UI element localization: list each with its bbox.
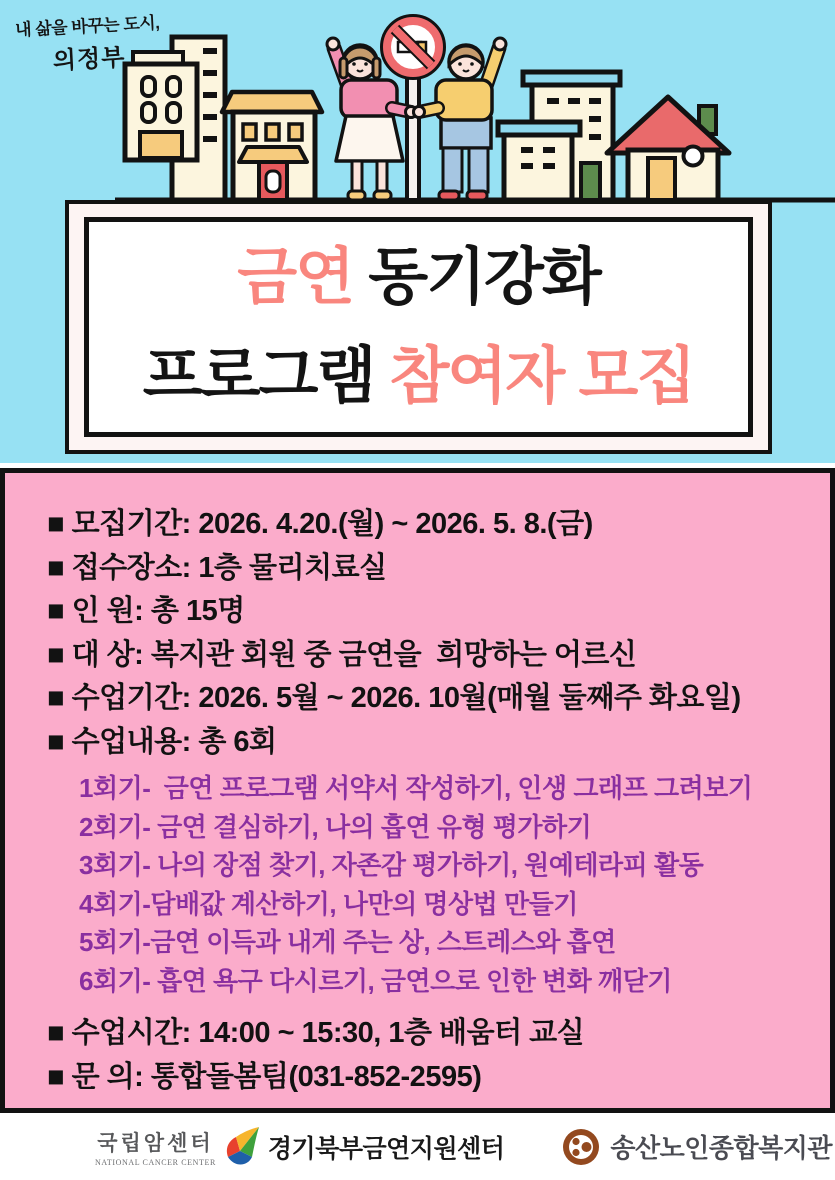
house-red-roof <box>607 97 729 200</box>
info-recruit-period: ■ 모집기간: 2026. 4.20.(월) ~ 2026. 5. 8.(금) <box>47 508 593 540</box>
info-contact: ■ 문 의: 통합돌봄팀(031-852-2595) <box>47 1061 482 1093</box>
session-4: 4회기-담배값 계산하기, 나만의 명상법 만들기 <box>79 888 578 919</box>
ncc-logo-group <box>95 1125 504 1169</box>
city-slogan: 내 삶을 바꾸는 도시, <box>14 13 160 40</box>
city-name: 의정부 <box>52 44 127 75</box>
smoking-cessation-center-name: 경기북부금연지원센터 <box>267 1134 505 1163</box>
hero-section <box>0 0 835 463</box>
info-panel <box>0 468 835 1113</box>
session-3: 3회기- 나의 장점 찾기, 자존감 평가하기, 원예테라피 활동 <box>79 850 704 880</box>
ncc-korean-name: 국립암센터 <box>97 1131 214 1155</box>
songsan-logo-group <box>562 1128 832 1166</box>
info-list-top <box>47 503 741 764</box>
session-6: 6회기- 흡연 욕구 다시르기, 금연으로 인한 변화 깨닫기 <box>79 965 672 996</box>
session-5: 5회기-금연 이득과 내게 주는 상, 스트레스와 흡연 <box>79 927 616 957</box>
info-capacity: ■ 인 원: 총 15명 <box>47 595 245 627</box>
house-red-door <box>222 92 322 200</box>
info-class-time: ■ 수업시간: 14:00 ~ 15:30, 1층 배움터 교실 <box>47 1017 585 1049</box>
title-box-inner <box>84 217 753 437</box>
uijeongbu-city-logo <box>14 8 161 77</box>
ncc-leaf-icon <box>222 1125 262 1169</box>
info-class-period: ■ 수업기간: 2026. 5월 ~ 2026. 10월(매월 둘째주 화요일) <box>47 682 741 714</box>
title-accent-1: 금연 <box>237 242 353 312</box>
welfare-center-name: 송산노인종합복지관 <box>610 1133 832 1163</box>
info-list-bottom <box>47 1011 584 1099</box>
session-list <box>79 769 752 1000</box>
title-box <box>65 200 772 454</box>
footer <box>0 1113 835 1180</box>
poster-title-line2 <box>143 327 694 426</box>
ncc-logo-text <box>95 1127 216 1167</box>
info-target: ■ 대 상: 복지관 회원 중 금연을 희망하는 어르신 <box>47 638 637 671</box>
info-apply-place: ■ 접수장소: 1층 물리치료실 <box>47 551 387 584</box>
songsan-logo-icon <box>562 1128 600 1166</box>
title-black-2: 프로그램 <box>142 342 390 411</box>
sign-pole <box>407 77 419 200</box>
building-blue-cap-short <box>498 122 580 200</box>
title-accent-2: 참여자 모집 <box>389 342 695 411</box>
session-1: 1회기- 금연 프로그램 서약서 작성하기, 인생 그래프 그려보기 <box>79 773 753 803</box>
poster-title-line1 <box>237 228 600 327</box>
session-2: 2회기- 금연 결심하기, 나의 흡연 유형 평가하기 <box>79 811 592 842</box>
title-black-1: 동기강화 <box>353 242 600 312</box>
info-class-content: ■ 수업내용: 총 6회 <box>47 725 277 758</box>
no-smoking-sign-icon <box>382 16 444 78</box>
ncc-english-name: NATIONAL CANCER CENTER <box>95 1157 216 1167</box>
